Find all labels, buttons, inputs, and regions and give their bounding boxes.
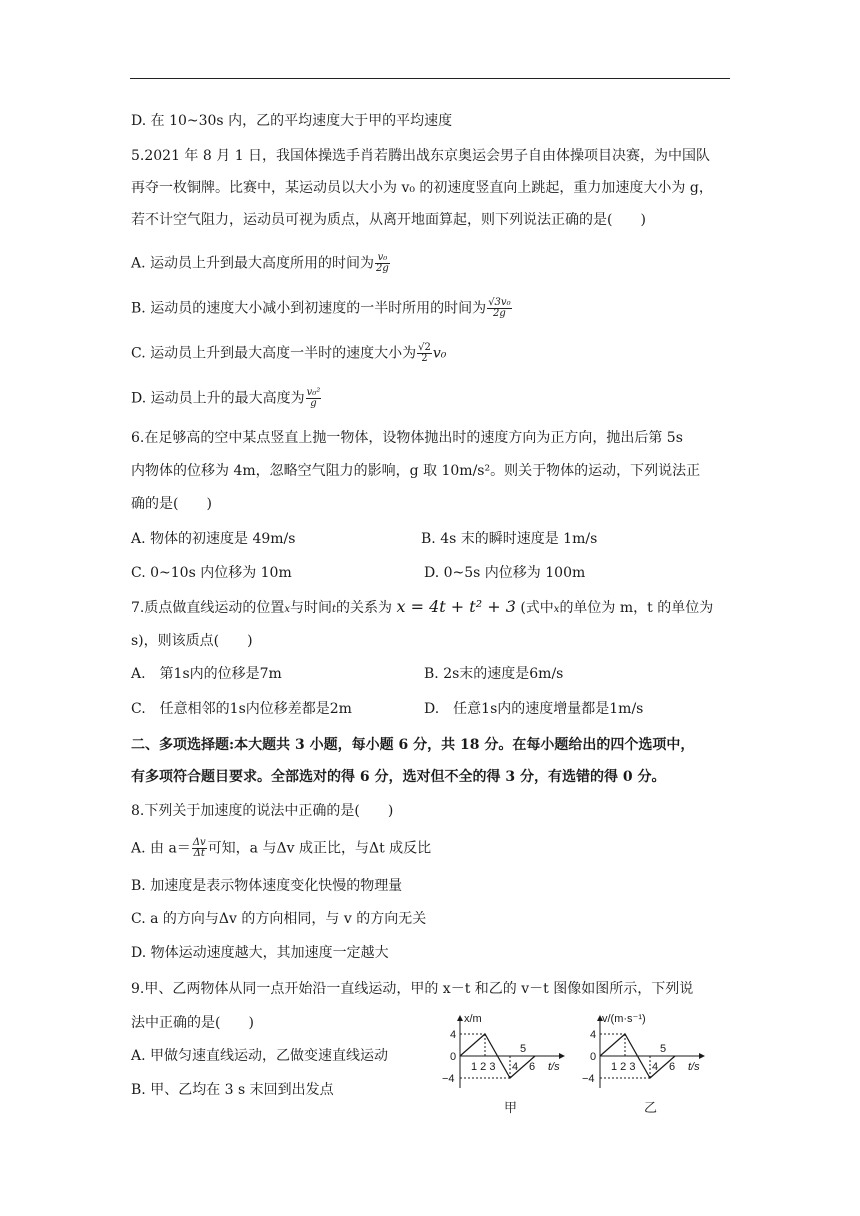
q7-text-b: 与时间 bbox=[290, 600, 332, 616]
graph-yi-t5: 5 bbox=[660, 1043, 667, 1055]
q5-option-c-text: C. 运动员上升到最大高度一半时的速度大小为 bbox=[131, 345, 417, 362]
q7-text-a: 7.质点做直线运动的位置 bbox=[131, 600, 285, 616]
q6-stem-line3: 确的是( ) bbox=[131, 496, 212, 512]
graph-yi-tick-pos: 4 bbox=[590, 1029, 597, 1041]
q5-option-b-text: B. 运动员的速度大小减小到初速度的一半时所用的时间为 bbox=[131, 300, 487, 317]
q5-option-d-text: D. 运动员上升的最大高度为 bbox=[131, 390, 305, 407]
graph-jia-t6: 6 bbox=[529, 1061, 536, 1073]
fraction-numerator: √2 bbox=[418, 342, 431, 353]
q7-text-c: 的关系为 bbox=[336, 600, 393, 616]
q5-option-a-fraction bbox=[375, 253, 390, 274]
q7-var-x: x bbox=[284, 604, 290, 615]
fraction-denominator: g bbox=[310, 398, 317, 409]
graph-yi-t6: 6 bbox=[669, 1061, 676, 1073]
q9-option-b: B. 甲、乙均在 3 s 末回到出发点 bbox=[131, 1082, 334, 1098]
q8-stem: 8.下列关于加速度的说法中正确的是( ) bbox=[131, 803, 394, 819]
q6-option-c: C. 0~10s 内位移为 10m bbox=[131, 565, 292, 581]
q9-stem-line2: 法中正确的是( ) bbox=[131, 1015, 254, 1031]
graph-jia bbox=[440, 1010, 580, 1120]
q7-option-c: C. 任意相邻的1s内位移差都是2m bbox=[131, 701, 352, 717]
q6-option-b: B. 4s 末的瞬时速度是 1m/s bbox=[421, 531, 598, 547]
q5-option-c-tail: v₀ bbox=[432, 345, 447, 362]
q8-option-b: B. 加速度是表示物体速度变化快慢的物理量 bbox=[131, 878, 403, 894]
fraction-denominator: Δt bbox=[193, 848, 205, 859]
graph-yi-origin: 0 bbox=[590, 1051, 597, 1063]
graph-yi-ylabel: v/(m·s⁻¹) bbox=[602, 1013, 646, 1025]
graph-yi bbox=[580, 1010, 720, 1120]
section2-heading-line1: 二、多项选择题:本大题共 3 小题，每小题 6 分，共 18 分。在每小题给出的四个选项中， bbox=[131, 737, 695, 753]
graph-jia-t4: 4 bbox=[512, 1061, 519, 1073]
q8-option-d: D. 物体运动速度越大，其加速度一定越大 bbox=[131, 945, 389, 961]
q8-option-a-tail: 可知，a 与Δv 成正比，与Δt 成反比 bbox=[207, 840, 432, 857]
q8-option-c: C. a 的方向与Δv 的方向相同，与 v 的方向无关 bbox=[131, 911, 427, 927]
fraction-numerator: v₀ bbox=[375, 253, 390, 264]
q6-option-d: D. 0~5s 内位移为 100m bbox=[424, 565, 586, 581]
graph-yi-ticks: 1 2 3 bbox=[611, 1061, 636, 1073]
fraction-numerator: √3v₀ bbox=[488, 297, 511, 308]
q6-stem-line2: 内物体的位移为 4m，忽略空气阻力的影响，g 取 10m/s²。则关于物体的运动，下列说法正 bbox=[131, 463, 701, 479]
graph-jia-tick-neg: −4 bbox=[442, 1073, 455, 1085]
graph-jia-caption: 甲 bbox=[504, 1100, 518, 1115]
q5-option-d bbox=[131, 388, 322, 409]
q5-option-c bbox=[131, 343, 446, 364]
q9-option-a: A. 甲做匀速直线运动，乙做变速直线运动 bbox=[131, 1048, 389, 1064]
graph-jia-tick-pos: 4 bbox=[450, 1029, 457, 1041]
graph-yi-t4: 4 bbox=[652, 1061, 659, 1073]
q5-stem-line2: 再夺一枚铜牌。比赛中，某运动员以大小为 v₀ 的初速度竖直向上跳起，重力加速度大小为 g， bbox=[131, 180, 713, 196]
q7-text-e: 的单位为 m，t 的单位为 bbox=[559, 600, 714, 616]
q7-option-d: D. 任意1s内的速度增量都是1m/s bbox=[424, 701, 644, 717]
q7-var-t: t bbox=[332, 604, 337, 615]
q5-option-b-fraction bbox=[487, 298, 511, 319]
fraction-denominator: 2 bbox=[421, 353, 428, 364]
q7-text-d: (式中 bbox=[520, 600, 554, 616]
q7-option-a: A. 第1s内的位移是7m bbox=[131, 666, 282, 682]
graph-yi-caption: 乙 bbox=[644, 1100, 658, 1115]
q5-option-c-fraction bbox=[417, 343, 432, 364]
q5-option-a bbox=[131, 253, 391, 274]
q7-option-b: B. 2s末的速度是6m/s bbox=[424, 666, 564, 682]
q7-stem-line2: s)，则该质点( ) bbox=[131, 633, 253, 649]
q9-stem-line1: 9.甲、乙两物体从同一点开始沿一直线运动，甲的 x－t 和乙的 v－t 图像如图所示，下列说 bbox=[131, 981, 694, 997]
graph-jia-ticks: 1 2 3 bbox=[471, 1061, 496, 1073]
q5-option-d-fraction bbox=[306, 388, 322, 409]
q5-option-b bbox=[131, 298, 513, 319]
q4-option-d: D. 在 10~30s 内，乙的平均速度大于甲的平均速度 bbox=[131, 113, 453, 129]
graph-jia-xlabel: t/s bbox=[548, 1061, 560, 1073]
header-rule bbox=[130, 78, 730, 79]
graph-jia-origin: 0 bbox=[450, 1051, 457, 1063]
q7-formula: x = 4t + t² + 3 bbox=[396, 597, 516, 616]
q7-var-x2: x bbox=[553, 604, 560, 615]
fraction-denominator: 2g bbox=[493, 308, 506, 319]
graph-yi-tick-neg: −4 bbox=[582, 1073, 595, 1085]
q5-stem-line3: 若不计空气阻力，运动员可视为质点，从离开地面算起，则下列说法正确的是( ) bbox=[131, 212, 646, 228]
graph-yi-xlabel: t/s bbox=[688, 1061, 700, 1073]
q5-option-a-text: A. 运动员上升到最大高度所用的时间为 bbox=[131, 255, 375, 272]
q5-stem-line1: 5.2021 年 8 月 1 日，我国体操选手肖若腾出战东京奥运会男子自由体操项目决赛，为中国队 bbox=[131, 148, 711, 164]
q8-option-a-fraction bbox=[192, 838, 207, 859]
fraction-numerator: Δv bbox=[192, 837, 206, 848]
graph-jia-ylabel: x/m bbox=[464, 1013, 482, 1025]
q8-option-a bbox=[131, 838, 431, 859]
section2-heading-line2: 有多项符合题目要求。全部选对的得 6 分，选对但不全的得 3 分，有选错的得 0 分。 bbox=[131, 769, 666, 785]
fraction-numerator: v₀² bbox=[306, 387, 321, 398]
fraction-denominator: 2g bbox=[376, 263, 389, 274]
q6-option-a: A. 物体的初速度是 49m/s bbox=[131, 531, 296, 547]
q7-stem-line1 bbox=[131, 597, 713, 620]
q8-option-a-text: A. 由 a＝ bbox=[131, 840, 191, 857]
graph-jia-t5: 5 bbox=[520, 1043, 527, 1055]
q6-stem-line1: 6.在足够高的空中某点竖直上抛一物体，设物体抛出时的速度方向为正方向，抛出后第 5s bbox=[131, 430, 683, 446]
